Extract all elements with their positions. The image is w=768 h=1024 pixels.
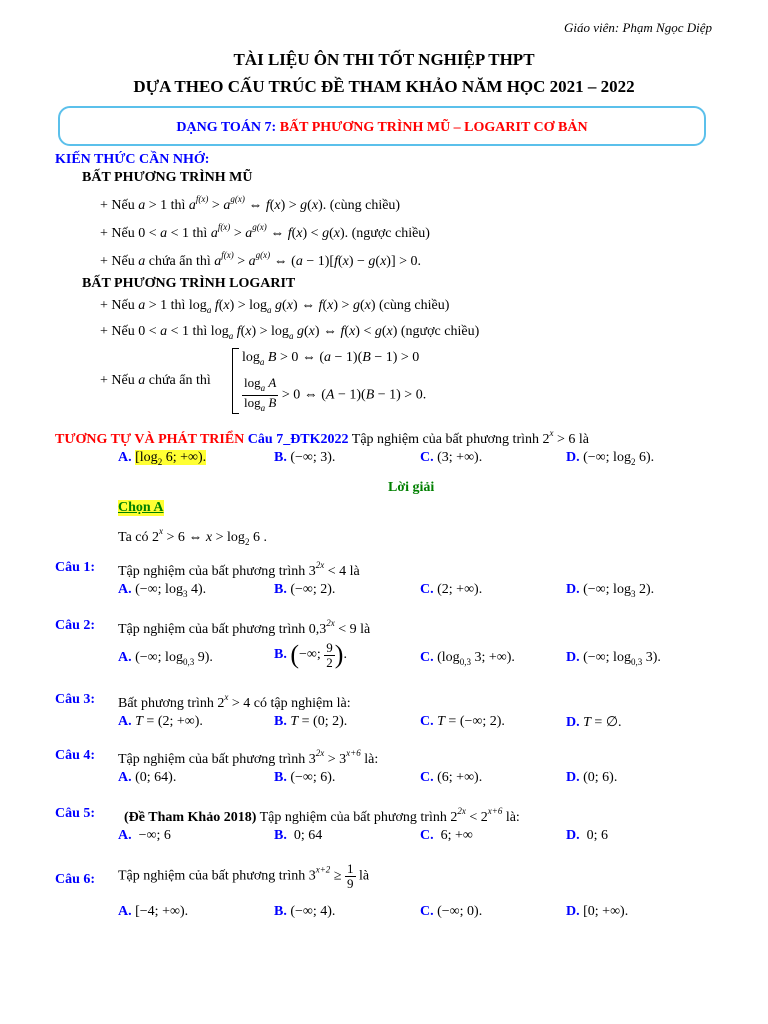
log-rule-1: + Nếu a > 1 thì $\log_a f(x) > \log_a g(x)$ ⇔ f(x) > g(x) (cùng chiều) <box>100 298 450 315</box>
system-bracket <box>232 348 239 414</box>
q4-answer-b: B. (−∞; 6). <box>274 770 336 785</box>
q5-answer-a: A. −∞; 6 <box>118 828 171 843</box>
q4-label: Câu 4: <box>55 748 96 763</box>
exp-rule-2: + Nếu 0 < a < 1 thì $a^{f(x)} > a^{g(x)}$ ⇔ f(x) < g(x). (ngược chiều) <box>100 222 430 241</box>
q1-answer-d: D. (−∞; $\log_3 2$). <box>566 582 655 599</box>
q1-answer-a: A. (−∞; $\log_3 4$). <box>118 582 207 599</box>
q1-answer-b: B. (−∞; 2). <box>274 582 336 597</box>
q6-answer-d: D. [0; +∞). <box>566 904 629 919</box>
knowledge-heading: KIẾN THỨC CẦN NHỚ: <box>55 152 210 167</box>
teacher-name: Giáo viên: Phạm Ngọc Diệp <box>563 20 712 35</box>
log-system-2: $\frac{\log_a A}{\log_a B}$ > 0 ⇔ (A − 1)(B − 1) > 0. <box>244 375 427 413</box>
q3-answer-c: C. T = (−∞; 2). <box>420 714 505 729</box>
q3-text: Bất phương trình $2^x > 4$ có tập nghiệm là: <box>118 692 351 711</box>
q3-answer-a: A. T = (2; +∞). <box>118 714 203 729</box>
q1-label: Câu 1: <box>55 560 96 575</box>
doc-title: TÀI LIỆU ÔN THI TỐT NGHIỆP THPT <box>233 50 535 69</box>
sample-answer-a: A. [$\log_2$ 6; +∞). <box>118 450 207 467</box>
q3-label: Câu 3: <box>55 692 96 707</box>
q6-text: Tập nghiệm của bất phương trình $3^{x+2}$ ≥ $\frac{1}{9}$ là <box>118 861 370 891</box>
q4-text: Tập nghiệm của bất phương trình $3^{2x} > 3^{x+6}$ là: <box>118 748 379 767</box>
q1-text: Tập nghiệm của bất phương trình $3^{2x} < 4$ là <box>118 560 360 579</box>
sample-question: TƯƠNG TỰ VÀ PHÁT TRIỂN Câu 7_ĐTK2022 Tập nghiệm của bất phương trình $2^x > 6$ là <box>55 428 590 447</box>
q5-answer-b: B. 0; 64 <box>274 828 323 843</box>
q3-answer-b: B. T = (0; 2). <box>274 714 348 729</box>
q6-label: Câu 6: <box>55 872 96 887</box>
q2-answer-c: C. ($\log_{0,3}$ 3; +∞). <box>420 650 515 667</box>
sample-answer-d: D. (−∞; $\log_2 6$). <box>566 450 655 467</box>
q6-answer-c: C. (−∞; 0). <box>420 904 483 919</box>
q1-answer-c: C. (2; +∞). <box>420 582 483 597</box>
doc-subtitle: DỰA THEO CẤU TRÚC ĐỀ THAM KHẢO NĂM HỌC 2021 – 2022 <box>133 77 635 96</box>
sample-answer-c: C. (3; +∞). <box>420 450 483 465</box>
q4-answer-a: A. (0; 64). <box>118 770 177 785</box>
exp-rule-1: + Nếu a > 1 thì $a^{f(x)} > a^{g(x)}$ ⇔ f(x) > g(x). (cùng chiều) <box>100 194 401 213</box>
q2-answer-d: D. (−∞; $\log_{0,3} 3$). <box>566 650 661 667</box>
q4-answer-c: C. (6; +∞). <box>420 770 483 785</box>
q5-label: Câu 5: <box>55 806 96 821</box>
q4-answer-d: D. (0; 6). <box>566 770 618 785</box>
solution-label: Lời giải <box>388 480 435 495</box>
exp-rule-3: + Nếu a chứa ẩn thì $a^{f(x)} > a^{g(x)}$ ⇔ (a − 1)[f(x) − g(x)] > 0. <box>100 250 422 269</box>
topic-prefix: DẠNG TOÁN 7: <box>176 120 280 135</box>
q2-answer-a: A. (−∞; $\log_{0,3} 9$). <box>118 650 213 667</box>
topic-name: BẤT PHƯƠNG TRÌNH MŨ – LOGARIT CƠ BẢN <box>279 120 588 135</box>
q6-answer-a: A. [−4; +∞). <box>118 904 189 919</box>
choose-answer: Chọn A <box>118 500 164 515</box>
ta-co: Ta có <box>118 530 149 545</box>
log-system-1: $\log_a B > 0$ ⇔ (a − 1)(B − 1) > 0 <box>242 350 420 367</box>
q6-answer-b: B. (−∞; 4). <box>274 904 336 919</box>
q5-text: (Đề Tham Khảo 2018) Tập nghiệm của bất phương trình $2^{2x} < 2^{x+6}$ là: <box>124 806 520 825</box>
q2-label: Câu 2: <box>55 618 96 633</box>
topic-box <box>58 106 706 146</box>
sample-text: Tập nghiệm của bất phương trình <box>348 432 540 447</box>
sample-lead: TƯƠNG TỰ VÀ PHÁT TRIỂN <box>55 432 248 447</box>
log-rule-2: + Nếu 0 < a < 1 thì $\log_a f(x) > \log_a g(x)$ ⇔ f(x) < g(x) (ngược chiều) <box>100 324 480 341</box>
log-rule-3-label: + Nếu a chứa ẩn thì <box>100 373 211 388</box>
sample-answer-b: B. (−∞; 3). <box>274 450 336 465</box>
log-heading: BẤT PHƯƠNG TRÌNH LOGARIT <box>82 276 296 291</box>
q3-answer-d: D. T = ∅. <box>566 715 622 730</box>
sample-tag: Câu 7_ĐTK2022 <box>247 432 349 447</box>
exp-heading: BẤT PHƯƠNG TRÌNH MŨ <box>82 170 253 185</box>
q2-answer-b: B. (−∞; $\frac{9}{2}$ ). <box>274 639 347 670</box>
solution-text: Ta có $2^x > 6$ ⇔ $x > \log_2 6$ . <box>118 526 267 547</box>
sample-tail: là <box>578 432 590 447</box>
q5-answer-d: D. 0; 6 <box>566 828 609 843</box>
q2-text: Tập nghiệm của bất phương trình $0,3^{2x} < 9$ là <box>118 618 371 637</box>
q5-answer-c: C. 6; +∞ <box>420 828 473 843</box>
